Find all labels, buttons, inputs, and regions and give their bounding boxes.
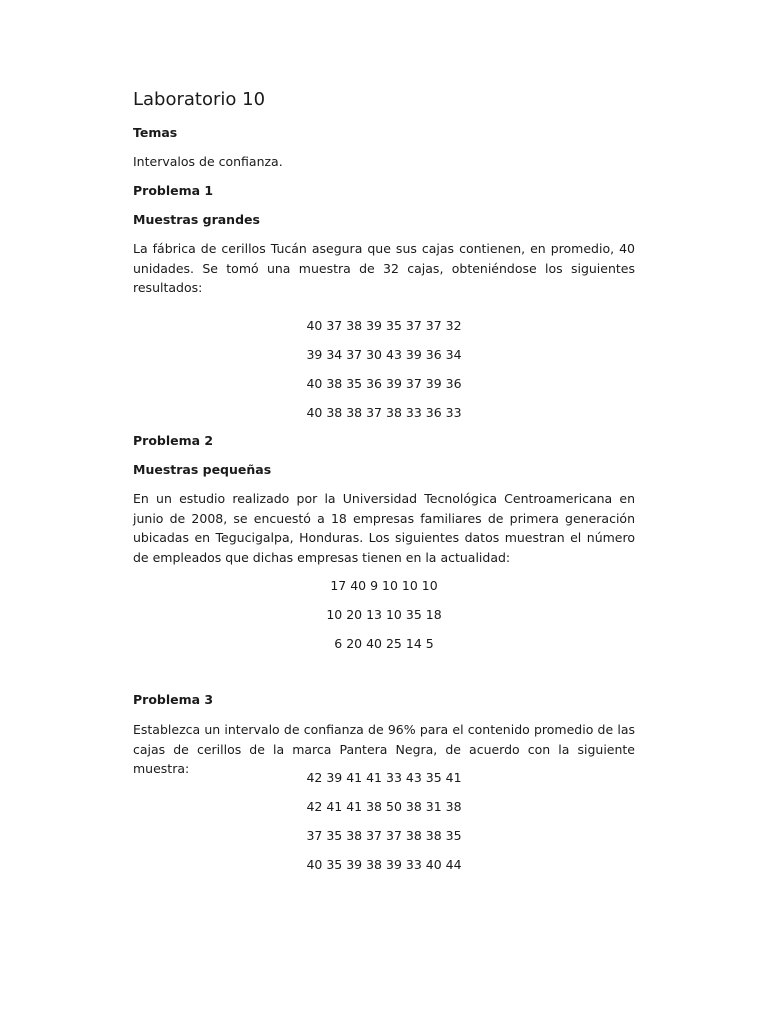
problem-2-subheading: Muestras pequeñas — [133, 462, 272, 477]
data-row: 17 40 9 10 10 10 — [330, 578, 438, 593]
data-row: 40 35 39 38 39 33 40 44 — [306, 857, 462, 872]
problem-3-paragraph: Establezca un intervalo de confianza de 96% para el contenido promedio de las cajas de cerillos de la marca Pantera Negra, de acuerdo con la siguiente muestra: — [133, 722, 635, 776]
data-row: 10 20 13 10 35 18 — [326, 607, 442, 622]
temas-text: Intervalos de confianza. — [133, 154, 283, 169]
temas-heading: Temas — [133, 125, 178, 140]
data-row: 42 39 41 41 33 43 35 41 — [306, 770, 462, 785]
problem-2-heading: Problema 2 — [133, 433, 214, 448]
problem-1-subheading: Muestras grandes — [133, 212, 260, 227]
problem-2-data — [133, 577, 635, 664]
problem-3-data — [133, 769, 635, 885]
data-row: 40 38 38 37 38 33 36 33 — [306, 405, 462, 420]
problem-1-heading: Problema 1 — [133, 183, 214, 198]
data-row: 42 41 41 38 50 38 31 38 — [306, 799, 462, 814]
problem-3-heading: Problema 3 — [133, 692, 214, 707]
data-row: 40 37 38 39 35 37 37 32 — [306, 318, 462, 333]
problem-1-paragraph: La fábrica de cerillos Tucán asegura que sus cajas contienen, en promedio, 40 unidades. Se tomó una muestra de 32 cajas, obteniéndose los siguientes resultados: — [133, 241, 635, 295]
problem-2-paragraph: En un estudio realizado por la Universidad Tecnológica Centroamericana en junio de 2008, se encuestó a 18 empresas familiares de primera generación ubicadas en Tegucigalpa, Honduras. Los siguientes datos muestran el número de empleados que dichas empresas tienen en la actualidad: — [133, 491, 635, 565]
document-title: Laboratorio 10 — [133, 89, 266, 110]
data-row: 37 35 38 37 37 38 38 35 — [306, 828, 462, 843]
data-row: 40 38 35 36 39 37 39 36 — [306, 376, 462, 391]
data-row: 39 34 37 30 43 39 36 34 — [306, 347, 462, 362]
data-row: 6 20 40 25 14 5 — [334, 636, 434, 651]
problem-1-data — [133, 317, 635, 433]
